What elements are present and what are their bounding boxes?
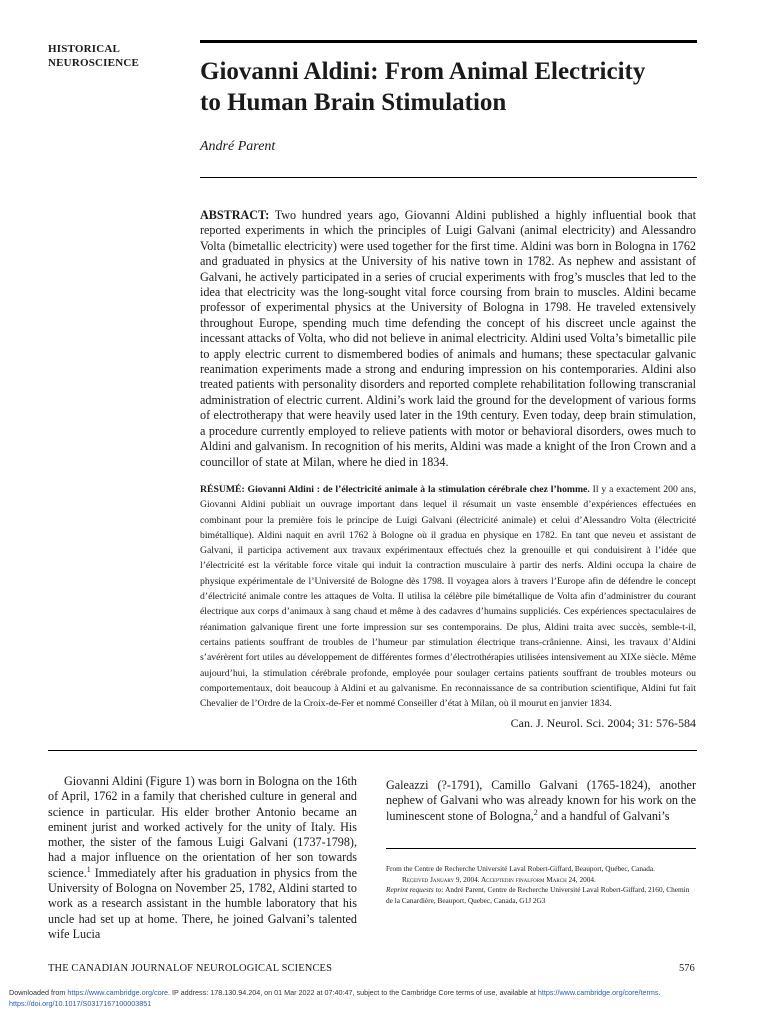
- body-col2-text-b: and a handful of Galvani’s: [537, 808, 670, 823]
- top-rule: [200, 40, 697, 43]
- terms-link[interactable]: https://www.cambridge.org/core/terms: [537, 988, 659, 997]
- abstract-heading: ABSTRACT:: [200, 208, 270, 222]
- download-end: .: [658, 988, 661, 997]
- footnote-received: Received January 9, 2004. Acceptedin finalform March 24, 2004.: [402, 874, 596, 884]
- footnote-reprint-text: André Parent, Centre de Recherche Université Laval Robert-Giffard, 2160, Chemin de la Canardière, Beauport, Quebec, Canada, G1J 2G3: [386, 885, 690, 905]
- abstract-divider: [48, 750, 697, 751]
- page-number: 576: [679, 963, 695, 974]
- doi-link[interactable]: https://doi.org/10.1017/S0317167100003851: [9, 999, 152, 1008]
- body-col1-text-b: Immediately after his graduation in physics from the University of Bologna on November 25, 1782, Aldini started to work as a research assistant in the humble laboratory that his uncle had set up at home. There, he joined Galvani’s talented wife Lucia: [48, 865, 357, 941]
- download-middle: . IP address: 178.130.94.204, on 01 Mar 2022 at 07:40:47, subject to the Cambridge Core terms of use, available at: [168, 988, 538, 997]
- resume-heading: RÉSUMÉ: Giovanni Aldini : de l’électricité animale à la stimulation cérébrale chez l’homme.: [200, 484, 590, 495]
- footnote: [386, 864, 696, 906]
- body-col2-text-a: Galeazzi (?-1791), Camillo Galvani (1765-1824), another nephew of Galvani who was already known for his work on the luminescent stone of Bologna,: [386, 778, 696, 823]
- abstract: [200, 208, 696, 470]
- section-label-line1: HISTORICAL: [48, 43, 121, 55]
- article-title-line1: Giovanni Aldini: From Animal Electricity: [200, 58, 646, 85]
- abstract-text: Two hundred years ago, Giovanni Aldini published a highly influential book that reported experiments in which the principles of Luigi Galvani (animal electricity) and Alessandro Volta (bimetallic electricity) were used together for the first time. Aldini was born in Bologna in 1762 and graduated in physics at the University of his native town in 1782. As nephew and assistant of Galvani, he actively participated in a series of crucial experiments with frog’s muscles that led to the idea that electricity was the long-sought vital force coursing from brain to muscles. Aldini became professor of experimental physics at the University of Bologna in 1798. He traveled extensively throughout Europe, spending much time defending the concept of his discreet uncle against the incessant attacks of Volta, who did not believe in animal electricity. Aldini used Volta’s bimetallic pile to apply electric current to dismembered bodies of animals and humans; these spectacular galvanic reanimation experiments made a strong and enduring impression on his contemporaries. Aldini also treated patients with personality disorders and reported complete rehabilitation following transcranial administration of electric current. Aldini’s work laid the ground for the development of various forms of electrotherapy that were heavily used later in the 19th century. Even today, deep brain stimulation, a procedure currently employed to relieve patients with motor or behavioral disorders, owes much to Aldini and galvanism. In recognition of his merits, Aldini was made a knight of the Iron Crown and a councillor of state at Milan, where he died in 1834.: [200, 208, 696, 469]
- citation: Can. J. Neurol. Sci. 2004; 31: 576-584: [510, 716, 696, 730]
- article-title-line2: to Human Brain Stimulation: [200, 89, 507, 116]
- body-column-right: [386, 778, 696, 824]
- body-column-left: [48, 774, 357, 942]
- footnote-affiliation: From the Centre de Recherche Université Laval Robert-Giffard, Beauport, Québec, Canada.: [386, 864, 655, 873]
- author-name: André Parent: [200, 139, 276, 154]
- resume: [200, 482, 696, 711]
- body-col1-text-a: Giovanni Aldini (Figure 1) was born in Bologna on the 16th of April, 1762 in a family that cherished culture in general and science in particular. His elder brother Antonio became an eminent jurist and worked actively for the unity of Italy. His mother, the sister of the famous Luigi Galvani (1737-1798), had a major influence on the orientation of her son towards science.: [48, 774, 357, 880]
- footnote-reprint-label: Reprint requests to:: [386, 885, 444, 894]
- reference-2: 2: [533, 807, 538, 817]
- resume-text: Il y a exactement 200 ans, Giovanni Aldini publiait un ouvrage important dans lequel il résumait un vaste ensemble d’expériences effectuées en combinant pour la première fois le principe de Luigi Galvani (électricité animale) et celui d’Alessandro Volta (électricité bimétallique). Aldini naquit en avril 1762 à Bologne où il gradua en physique en 1782. En tant que neveu et assistant de Galvani, il participa activement aux travaux expérimentaux effectués chez la grenouille et qui conduisirent à l’idée que l’électricité est la véritable force vitale qui induit la contraction musculaire à partir des nerfs. Aldini occupa la chaire de physique expérimentale de l’Université de Bologne dès 1798. Il voyagea alors à travers l’Europe afin de défendre le concept d’électricité animale contre les attaques de Volta. Il utilisa la célèbre pile bimétallique de Volta afin d’administrer du courant électrique aux corps d’animaux à sang chaud et même à des cadavres d’humains suppliciés. Ces expériences spectaculaires de réanimation galvanique firent une forte impression sur ses contemporains. De plus, Aldini traita avec succès, semble-t-il, certains patients souffrant de troubles de l’humeur par stimulation électrique trans-crânienne. Ainsi, les travaux d’Aldini s’avérèrent fort utiles au développement de différentes formes d’électrothérapies utilisées intensivement au XIXe siècle. Même aujourd’hui, la stimulation cérébrale profonde, employée pour soulager certains patients souffrant de troubles moteurs ou comportementaux, doit beaucoup à Aldini et au galvanisme. En reconnaissance de sa contribution scientifique, Aldini fut fait Chevalier de l’Ordre de la Croix-de-Fer et nommé Conseiller d’état à Milan, où il mourut en janvier 1834.: [200, 484, 697, 710]
- title-divider: [200, 177, 697, 178]
- journal-name: THE CANADIAN JOURNALOF NEUROLOGICAL SCIENCES: [48, 963, 333, 974]
- article-title: [200, 56, 700, 118]
- footnote-reprint: [386, 885, 696, 906]
- cambridge-core-link[interactable]: https://www.cambridge.org/core: [67, 988, 169, 997]
- section-label: [48, 42, 188, 70]
- footnote-divider: [386, 848, 696, 849]
- download-notice: [9, 987, 759, 1009]
- section-label-line2: NEUROSCIENCE: [48, 57, 140, 69]
- reference-1: 1: [86, 864, 91, 874]
- download-prefix: Downloaded from: [9, 988, 68, 997]
